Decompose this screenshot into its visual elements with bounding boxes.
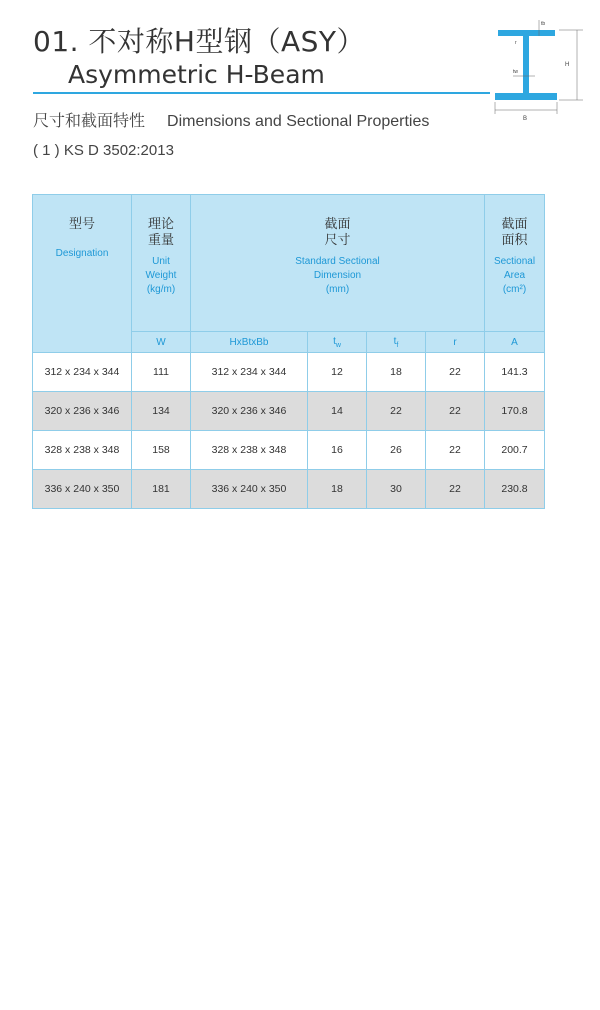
section-subtitle <box>33 108 429 131</box>
spec-table <box>32 194 545 509</box>
cell-weight: 181 <box>132 470 191 509</box>
standard-reference: ( 1 ) KS D 3502:2013 <box>33 142 174 159</box>
subtitle-en: Dimensions and Sectional Properties <box>167 113 430 130</box>
cell-area: 200.7 <box>485 431 545 470</box>
cell-r: 22 <box>426 353 485 392</box>
cell-weight: 111 <box>132 353 191 392</box>
cell-r: 22 <box>426 392 485 431</box>
cell-designation: 320 x 236 x 346 <box>33 392 132 431</box>
table-row <box>33 431 545 470</box>
cell-area: 170.8 <box>485 392 545 431</box>
label-h: H <box>565 62 570 68</box>
cell-designation: 328 x 238 x 348 <box>33 431 132 470</box>
cell-dimension: 328 x 238 x 348 <box>191 431 308 470</box>
cell-dimension: 320 x 236 x 346 <box>191 392 308 431</box>
cell-designation: 336 x 240 x 350 <box>33 470 132 509</box>
cell-tw: 14 <box>308 392 367 431</box>
h-beam-diagram-icon <box>493 14 593 124</box>
subheader-tw: $t_w$ <box>308 332 367 353</box>
header-sectional-area: 截面 面积 Sectional Area (cm²) <box>485 195 545 332</box>
header-designation: 型号 Designation <box>33 195 132 353</box>
subheader-tf: $t_f$ <box>367 332 426 353</box>
subheader-a: A <box>485 332 545 353</box>
cell-designation: 312 x 234 x 344 <box>33 353 132 392</box>
cell-weight: 158 <box>132 431 191 470</box>
page-title-en: Asymmetric H-Beam <box>68 60 325 89</box>
cell-dimension: 312 x 234 x 344 <box>191 353 308 392</box>
table-row <box>33 470 545 509</box>
subtitle-cn: 尺寸和截面特性 <box>33 111 146 130</box>
cell-r: 22 <box>426 470 485 509</box>
cell-area: 141.3 <box>485 353 545 392</box>
cell-tw: 12 <box>308 353 367 392</box>
table-row <box>33 353 545 392</box>
label-b: B <box>523 116 528 122</box>
label-tb: tb <box>541 21 546 27</box>
label-tw: tw <box>513 69 518 75</box>
cell-dimension: 336 x 240 x 350 <box>191 470 308 509</box>
table-row <box>33 392 545 431</box>
page-title-cn: 01. 不对称H型钢（ASY） <box>33 25 366 58</box>
subheader-hxbtxbb: HxBtxBb <box>191 332 308 353</box>
cell-tw: 16 <box>308 431 367 470</box>
header-sectional-dimension: 截面 尺寸 Standard Sectional Dimension (mm) <box>191 195 485 332</box>
cell-area: 230.8 <box>485 470 545 509</box>
cell-tf: 30 <box>367 470 426 509</box>
cell-tw: 18 <box>308 470 367 509</box>
cell-tf: 18 <box>367 353 426 392</box>
header-unit-weight: 理论 重量 Unit Weight (kg/m) <box>132 195 191 332</box>
cell-weight: 134 <box>132 392 191 431</box>
title-rule <box>33 92 490 94</box>
cell-tf: 22 <box>367 392 426 431</box>
subheader-w: W <box>132 332 191 353</box>
label-r: r <box>515 40 517 46</box>
subheader-r: r <box>426 332 485 353</box>
cell-tf: 26 <box>367 431 426 470</box>
cell-r: 22 <box>426 431 485 470</box>
